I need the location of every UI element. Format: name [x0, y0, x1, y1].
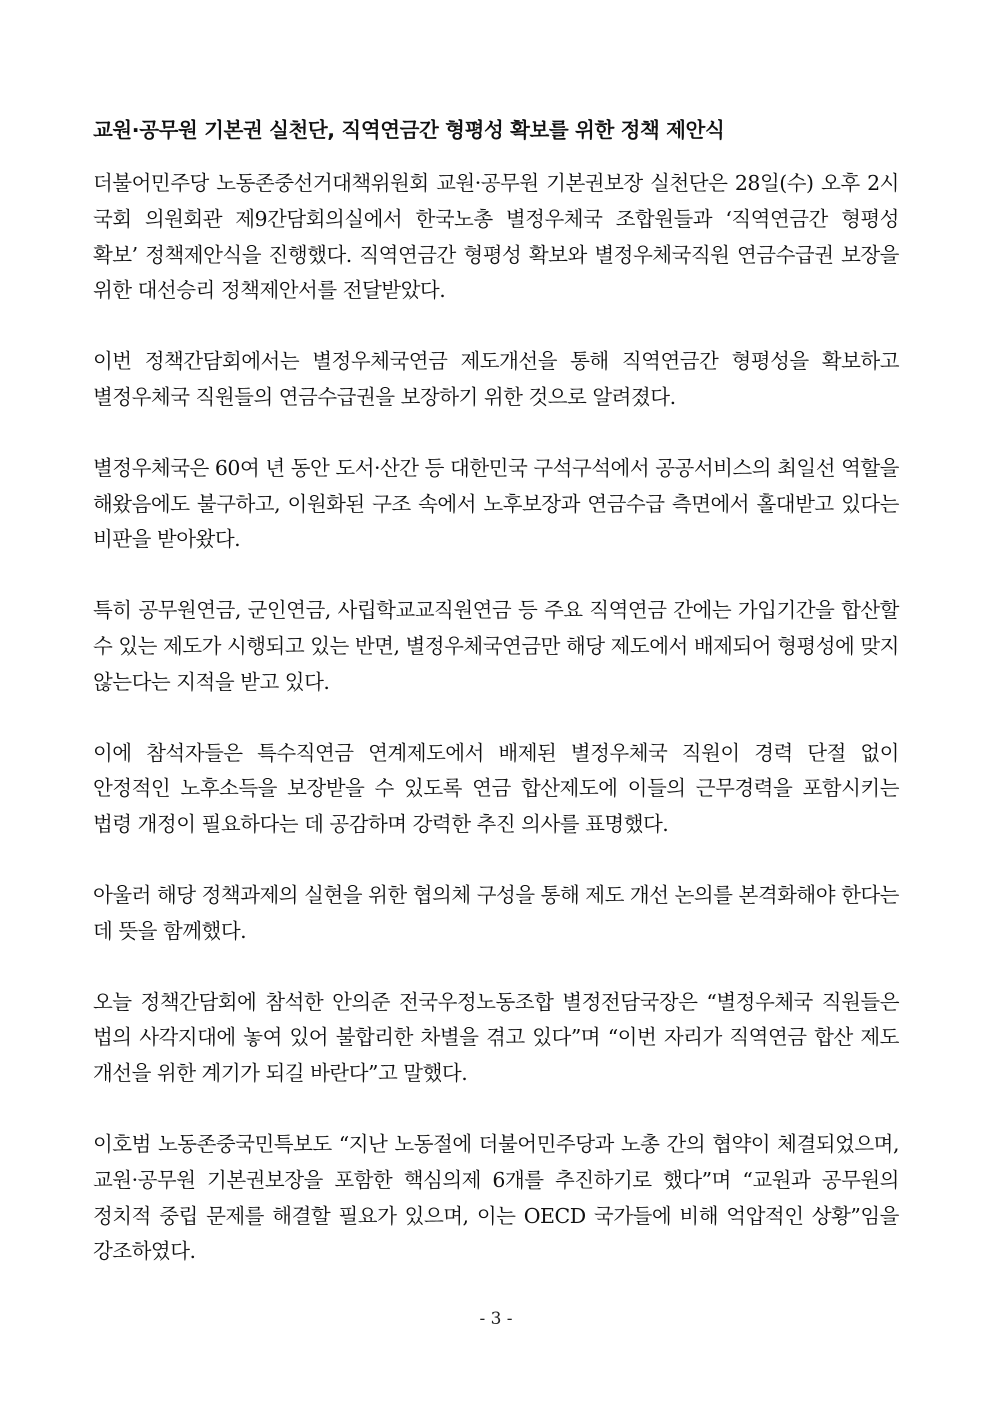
document-body	[93, 112, 899, 1305]
paragraph-7: 오늘 정책간담회에 참석한 안의준 전국우정노동조합 별정전담국장은 “별정우체국 직원들은 법의 사각지대에 놓여 있어 불합리한 차별을 겪고 있다”며 “이번 자리가 직역연금 합산 제도 개선을 위한 계기가 되길 바란다”고 말했다.	[93, 989, 899, 1086]
paragraph-1: 더불어민주당 노동존중선거대책위원회 교원·공무원 기본권보장 실천단은 28일(수) 오후 2시 국회 의원회관 제9간담회의실에서 한국노총 별정우체국 조합원들과 ‘직역연금간 형평성 확보’ 정책제안식을 진행했다. 직역연금간 형평성 확보와 별정우체국직원 연금수급권 보장을 위한 대선승리 정책제안서를 전달받았다.	[93, 171, 899, 303]
document-title: 교원·공무원 기본권 실천단, 직역연금간 형평성 확보를 위한 정책 제안식	[93, 118, 725, 142]
paragraph-4: 특히 공무원연금, 군인연금, 사립학교교직원연금 등 주요 직역연금 간에는 가입기간을 합산할 수 있는 제도가 시행되고 있는 반면, 별정우체국연금만 해당 제도에서 배제되어 형평성에 맞지 않는다는 지적을 받고 있다.	[93, 598, 899, 694]
paragraph-2: 이번 정책간담회에서는 별정우체국연금 제도개선을 통해 직역연금간 형평성을 확보하고 별정우체국 직원들의 연금수급권을 보장하기 위한 것으로 알려졌다.	[93, 349, 899, 409]
paragraph-8: 이호범 노동존중국민특보도 “지난 노동절에 더불어민주당과 노총 간의 협약이 체결되었으며, 교원·공무원 기본권보장을 포함한 핵심의제 6개를 추진하기로 했다”며 “교원과 공무원의 정치적 중립 문제를 해결할 필요가 있으며, 이는 OECD 국가들에 비해 억압적인 상황”임을 강조하였다.	[93, 1131, 899, 1264]
paragraph-3: 별정우체국은 60여 년 동안 도서·산간 등 대한민국 구석구석에서 공공서비스의 최일선 역할을 해왔음에도 불구하고, 이원화된 구조 속에서 노후보장과 연금수급 측면에서 홀대받고 있다는 비판을 받아왔다.	[93, 455, 899, 552]
paragraph-5: 이에 참석자들은 특수직연금 연계제도에서 배제된 별정우체국 직원이 경력 단절 없이 안정적인 노후소득을 보장받을 수 있도록 연금 합산제도에 이들의 근무경력을 포함시키는 법령 개정이 필요하다는 데 공감하며 강력한 추진 의사를 표명했다.	[93, 740, 899, 837]
page-number: - 3 -	[479, 1309, 513, 1329]
paragraph-6: 아울러 해당 정책과제의 실현을 위한 협의체 구성을 통해 제도 개선 논의를 본격화해야 한다는 데 뜻을 함께했다.	[93, 882, 899, 943]
